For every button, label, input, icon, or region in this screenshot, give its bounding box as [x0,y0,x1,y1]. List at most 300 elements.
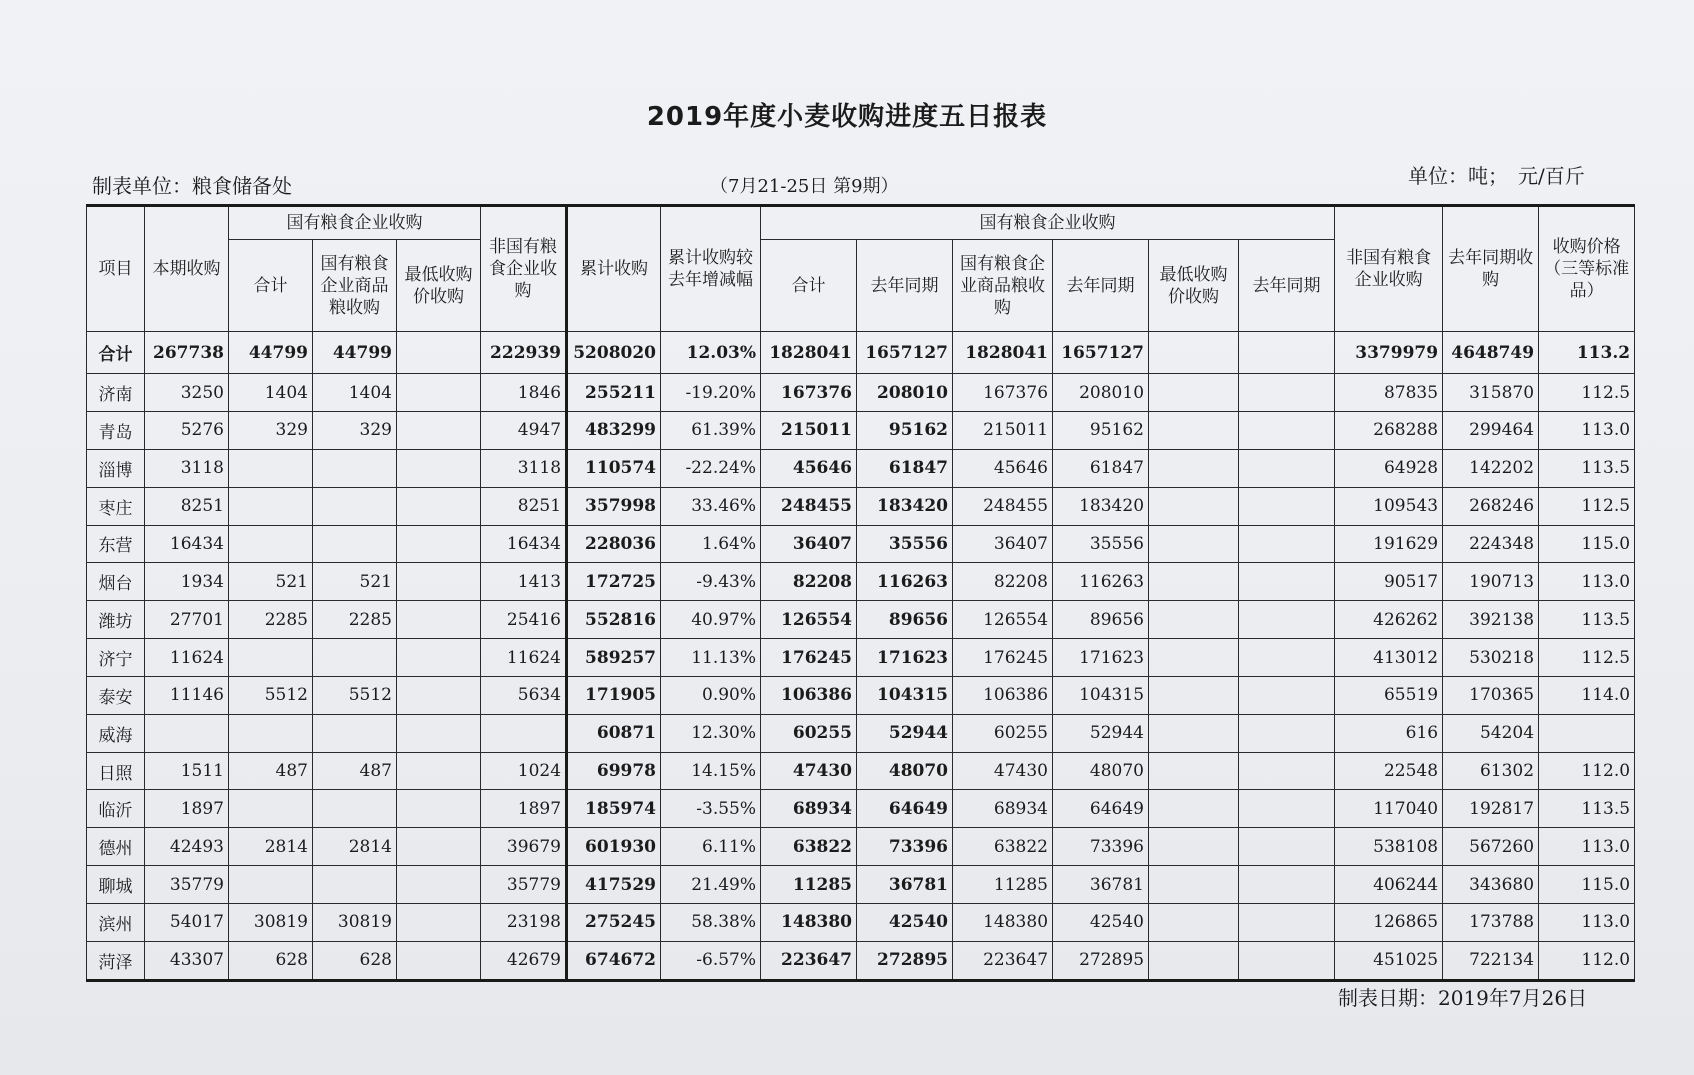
cell-soe-total [229,790,313,828]
cell-cumulative: 228036 [567,525,661,563]
cell-soe-commercial [313,525,397,563]
cell-soe-total: 521 [229,563,313,601]
cell-soe-commercial: 487 [313,752,397,790]
cell-cum-total: 148380 [761,903,857,941]
cell-cum-total: 63822 [761,828,857,866]
cell-cum-min-ly [1239,449,1335,487]
header-cum-min-price: 最低收购价收购 [1149,240,1239,332]
cell-current: 5276 [145,412,229,450]
cell-ly: 4648749 [1443,332,1539,374]
cell-price: 113.0 [1539,903,1635,941]
cell-non-soe: 4947 [481,412,567,450]
wheat-purchase-table [86,204,1635,982]
cell-cum-total-ly: 35556 [857,525,953,563]
cell-change: 12.30% [661,714,761,752]
cell-cum-min [1149,332,1239,374]
cell-soe-min [397,639,481,677]
cell-current: 27701 [145,601,229,639]
cell-cum-comm: 63822 [953,828,1053,866]
cell-cumulative: 5208020 [567,332,661,374]
cell-cumulative: 417529 [567,866,661,904]
cell-name: 青岛 [87,412,145,450]
cell-cum-min [1149,563,1239,601]
cell-cum-comm: 47430 [953,752,1053,790]
cell-cum-non-soe: 538108 [1335,828,1443,866]
cell-ly: 299464 [1443,412,1539,450]
cell-cum-non-soe: 268288 [1335,412,1443,450]
cell-ly: 392138 [1443,601,1539,639]
cell-cum-min-ly [1239,714,1335,752]
cell-soe-total: 5512 [229,676,313,714]
cell-change: 40.97% [661,601,761,639]
cell-soe-min [397,752,481,790]
cell-cum-total-ly: 73396 [857,828,953,866]
cell-price: 112.0 [1539,752,1635,790]
cell-ly: 567260 [1443,828,1539,866]
cell-current: 54017 [145,903,229,941]
cell-ly: 343680 [1443,866,1539,904]
cell-cum-total-ly: 95162 [857,412,953,450]
cell-soe-total [229,866,313,904]
header-ly-same-period: 去年同期收购 [1443,206,1539,332]
cell-cum-comm: 148380 [953,903,1053,941]
cell-change: -6.57% [661,941,761,980]
cell-cumulative: 674672 [567,941,661,980]
cell-price: 113.5 [1539,790,1635,828]
cell-cum-non-soe: 65519 [1335,676,1443,714]
cell-cum-comm-ly: 64649 [1053,790,1149,828]
cell-soe-total: 329 [229,412,313,450]
cell-cum-min [1149,601,1239,639]
table-row-total [87,332,1635,374]
cell-cum-comm-ly: 104315 [1053,676,1149,714]
cell-cumulative: 357998 [567,487,661,525]
cell-cum-comm: 60255 [953,714,1053,752]
cell-soe-min [397,714,481,752]
cell-soe-min [397,941,481,980]
cell-current [145,714,229,752]
header-non-soe: 非国有粮食企业收购 [481,206,567,332]
header-soe-total: 合计 [229,240,313,332]
cell-cum-total-ly: 183420 [857,487,953,525]
cell-soe-min [397,790,481,828]
cell-cum-total: 68934 [761,790,857,828]
cell-soe-min [397,828,481,866]
cell-soe-min [397,449,481,487]
cell-cum-total: 248455 [761,487,857,525]
cell-price: 112.5 [1539,374,1635,412]
cell-soe-commercial: 1404 [313,374,397,412]
cell-soe-commercial [313,487,397,525]
cell-cumulative: 483299 [567,412,661,450]
cell-ly: 192817 [1443,790,1539,828]
cell-change: 14.15% [661,752,761,790]
cell-soe-min [397,866,481,904]
cell-change: 12.03% [661,332,761,374]
cell-cum-min [1149,676,1239,714]
header-cum-min-price-ly: 去年同期 [1239,240,1335,332]
cell-ly: 722134 [1443,941,1539,980]
cell-cum-min-ly [1239,563,1335,601]
cell-cum-non-soe: 3379979 [1335,332,1443,374]
cell-non-soe: 5634 [481,676,567,714]
cell-non-soe: 42679 [481,941,567,980]
header-cum-change: 累计收购较去年增减幅 [661,206,761,332]
header-cum-soe-commercial: 国有粮食企业商品粮收购 [953,240,1053,332]
cell-non-soe [481,714,567,752]
cell-price: 113.5 [1539,449,1635,487]
cell-cum-comm-ly: 52944 [1053,714,1149,752]
cell-cum-non-soe: 426262 [1335,601,1443,639]
cell-cum-comm: 68934 [953,790,1053,828]
cell-change: 11.13% [661,639,761,677]
cell-cum-total: 47430 [761,752,857,790]
cell-cum-min [1149,412,1239,450]
cell-soe-min [397,903,481,941]
cell-soe-commercial [313,790,397,828]
cell-cum-total: 167376 [761,374,857,412]
cell-cum-total-ly: 89656 [857,601,953,639]
table-row [87,639,1635,677]
cell-price: 115.0 [1539,525,1635,563]
cell-cum-total: 223647 [761,941,857,980]
cell-soe-min [397,601,481,639]
cell-soe-commercial: 44799 [313,332,397,374]
cell-change: 0.90% [661,676,761,714]
cell-non-soe: 35779 [481,866,567,904]
cell-change: 21.49% [661,866,761,904]
header-current: 本期收购 [145,206,229,332]
cell-change: 1.64% [661,525,761,563]
cell-soe-commercial: 628 [313,941,397,980]
cell-non-soe: 11624 [481,639,567,677]
cell-non-soe: 222939 [481,332,567,374]
cell-soe-min [397,487,481,525]
cell-change: 33.46% [661,487,761,525]
cell-cum-total-ly: 64649 [857,790,953,828]
cell-change: -19.20% [661,374,761,412]
cell-current: 42493 [145,828,229,866]
cell-cum-comm: 1828041 [953,332,1053,374]
cell-cum-comm: 167376 [953,374,1053,412]
cell-soe-total: 1404 [229,374,313,412]
cell-cum-min-ly [1239,752,1335,790]
issuing-unit: 制表单位：粮食储备处 [92,174,292,198]
cell-cum-min [1149,714,1239,752]
cell-price: 112.0 [1539,941,1635,980]
table-row [87,412,1635,450]
table-row [87,449,1635,487]
cell-cum-comm-ly: 95162 [1053,412,1149,450]
cell-cum-comm: 215011 [953,412,1053,450]
cell-soe-total: 2814 [229,828,313,866]
cell-price: 113.0 [1539,412,1635,450]
cell-soe-total: 44799 [229,332,313,374]
cell-soe-commercial: 5512 [313,676,397,714]
cell-cum-min [1149,828,1239,866]
table-row [87,601,1635,639]
cell-cum-total: 106386 [761,676,857,714]
cell-name: 德州 [87,828,145,866]
cell-soe-commercial: 2285 [313,601,397,639]
cell-price: 114.0 [1539,676,1635,714]
cell-cum-non-soe: 64928 [1335,449,1443,487]
cell-cum-comm-ly: 272895 [1053,941,1149,980]
cell-soe-commercial: 521 [313,563,397,601]
header-cum-soe-total: 合计 [761,240,857,332]
cell-current: 8251 [145,487,229,525]
cell-ly: 190713 [1443,563,1539,601]
cell-cumulative: 171905 [567,676,661,714]
cell-cumulative: 172725 [567,563,661,601]
cell-cum-total: 126554 [761,601,857,639]
cell-cum-min-ly [1239,374,1335,412]
cell-cum-min-ly [1239,941,1335,980]
cell-soe-commercial: 2814 [313,828,397,866]
cell-cum-comm-ly: 171623 [1053,639,1149,677]
cell-cum-total-ly: 104315 [857,676,953,714]
table-row [87,941,1635,980]
cell-cum-total-ly: 171623 [857,639,953,677]
cell-cum-comm-ly: 208010 [1053,374,1149,412]
cell-cum-non-soe: 451025 [1335,941,1443,980]
cell-price: 113.5 [1539,601,1635,639]
cell-non-soe: 3118 [481,449,567,487]
table-row [87,714,1635,752]
cell-cum-total: 1828041 [761,332,857,374]
cell-ly: 224348 [1443,525,1539,563]
cell-ly: 530218 [1443,639,1539,677]
cell-soe-total: 2285 [229,601,313,639]
cell-non-soe: 1024 [481,752,567,790]
report-date: 制表日期：2019年7月26日 [1338,986,1588,1010]
cell-soe-min [397,676,481,714]
cell-soe-total [229,714,313,752]
cell-cum-total-ly: 116263 [857,563,953,601]
table-row [87,563,1635,601]
cell-cum-comm-ly: 89656 [1053,601,1149,639]
cell-cum-min-ly [1239,639,1335,677]
cell-change: 58.38% [661,903,761,941]
cell-ly: 173788 [1443,903,1539,941]
cell-cum-total-ly: 61847 [857,449,953,487]
header-soe-min-price: 最低收购价收购 [397,240,481,332]
cell-cum-comm: 36407 [953,525,1053,563]
table-row [87,790,1635,828]
cell-cum-non-soe: 413012 [1335,639,1443,677]
cell-name: 济南 [87,374,145,412]
header-cum-soe-group: 国有粮食企业收购 [761,206,1335,240]
cell-cum-comm-ly: 48070 [1053,752,1149,790]
cell-cum-min [1149,449,1239,487]
cell-ly: 170365 [1443,676,1539,714]
cell-current: 1934 [145,563,229,601]
cell-non-soe: 8251 [481,487,567,525]
cell-name: 威海 [87,714,145,752]
cell-name: 枣庄 [87,487,145,525]
cell-cum-total: 45646 [761,449,857,487]
cell-cum-non-soe: 126865 [1335,903,1443,941]
table-header [87,206,1635,332]
header-soe-group: 国有粮食企业收购 [229,206,481,240]
cell-price [1539,714,1635,752]
cell-cumulative: 69978 [567,752,661,790]
cell-cum-comm-ly: 35556 [1053,525,1149,563]
cell-current: 11146 [145,676,229,714]
cell-non-soe: 23198 [481,903,567,941]
cell-name: 滨州 [87,903,145,941]
cell-cum-comm-ly: 42540 [1053,903,1149,941]
cell-cum-non-soe: 109543 [1335,487,1443,525]
report-period: （7月21-25日 第9期） [710,176,899,197]
cell-current: 11624 [145,639,229,677]
cell-soe-total [229,487,313,525]
cell-name: 淄博 [87,449,145,487]
cell-soe-total: 487 [229,752,313,790]
cell-price: 113.0 [1539,828,1635,866]
cell-cumulative: 601930 [567,828,661,866]
cell-cum-non-soe: 117040 [1335,790,1443,828]
cell-cum-total: 11285 [761,866,857,904]
cell-soe-commercial [313,449,397,487]
cell-non-soe: 1846 [481,374,567,412]
cell-cum-comm: 248455 [953,487,1053,525]
cell-cum-min-ly [1239,332,1335,374]
cell-cumulative: 275245 [567,903,661,941]
cell-cum-comm-ly: 73396 [1053,828,1149,866]
cell-cum-min [1149,941,1239,980]
cell-cum-non-soe: 90517 [1335,563,1443,601]
cell-name: 泰安 [87,676,145,714]
measure-unit: 单位：吨； 元/百斤 [1408,164,1585,188]
cell-soe-min [397,374,481,412]
cell-non-soe: 1413 [481,563,567,601]
cell-soe-commercial: 329 [313,412,397,450]
header-price: 收购价格（三等标准品） [1539,206,1635,332]
cell-name: 临沂 [87,790,145,828]
cell-soe-total [229,639,313,677]
cell-name: 潍坊 [87,601,145,639]
cell-change: 6.11% [661,828,761,866]
table-row [87,525,1635,563]
cell-cum-min-ly [1239,487,1335,525]
cell-current: 1511 [145,752,229,790]
cell-cum-min-ly [1239,601,1335,639]
cell-change: -22.24% [661,449,761,487]
cell-cum-comm: 106386 [953,676,1053,714]
cell-price: 115.0 [1539,866,1635,904]
cell-cum-total: 82208 [761,563,857,601]
cell-current: 43307 [145,941,229,980]
cell-non-soe: 16434 [481,525,567,563]
table-row [87,676,1635,714]
cell-cum-min-ly [1239,790,1335,828]
cell-cumulative: 255211 [567,374,661,412]
cell-cum-comm: 126554 [953,601,1053,639]
header-cum-soe-total-ly: 去年同期 [857,240,953,332]
cell-current: 35779 [145,866,229,904]
cell-soe-min [397,412,481,450]
cell-cum-comm-ly: 116263 [1053,563,1149,601]
header-cum-soe-commercial-ly: 去年同期 [1053,240,1149,332]
cell-cumulative: 552816 [567,601,661,639]
cell-cum-non-soe: 191629 [1335,525,1443,563]
cell-cum-min-ly [1239,828,1335,866]
cell-cum-min-ly [1239,903,1335,941]
cell-soe-min [397,332,481,374]
cell-cum-min [1149,866,1239,904]
cell-cum-comm-ly: 1657127 [1053,332,1149,374]
cell-name: 东营 [87,525,145,563]
cell-cum-comm: 45646 [953,449,1053,487]
cell-cum-min [1149,487,1239,525]
header-soe-commercial: 国有粮食企业商品粮收购 [313,240,397,332]
cell-cum-total-ly: 1657127 [857,332,953,374]
cell-cum-total: 36407 [761,525,857,563]
cell-current: 16434 [145,525,229,563]
cell-cum-total-ly: 48070 [857,752,953,790]
table-row [87,487,1635,525]
report-title: 2019年度小麦收购进度五日报表 [646,102,1048,132]
cell-cum-comm: 223647 [953,941,1053,980]
cell-cum-min [1149,790,1239,828]
cell-name: 聊城 [87,866,145,904]
cell-cum-comm-ly: 36781 [1053,866,1149,904]
cell-cum-min [1149,639,1239,677]
cell-soe-min [397,525,481,563]
cell-cum-non-soe: 406244 [1335,866,1443,904]
cell-cum-non-soe: 22548 [1335,752,1443,790]
cell-change: 61.39% [661,412,761,450]
cell-cum-total: 215011 [761,412,857,450]
header-cumulative: 累计收购 [567,206,661,332]
cell-non-soe: 1897 [481,790,567,828]
cell-cum-total: 60255 [761,714,857,752]
header-cum-non-soe: 非国有粮食企业收购 [1335,206,1443,332]
cell-ly: 315870 [1443,374,1539,412]
cell-current: 267738 [145,332,229,374]
cell-current: 1897 [145,790,229,828]
cell-ly: 54204 [1443,714,1539,752]
cell-cum-min [1149,525,1239,563]
cell-name: 合计 [87,332,145,374]
cell-name: 菏泽 [87,941,145,980]
cell-current: 3250 [145,374,229,412]
cell-cum-non-soe: 87835 [1335,374,1443,412]
cell-cumulative: 60871 [567,714,661,752]
cell-cum-total-ly: 272895 [857,941,953,980]
cell-cum-min [1149,752,1239,790]
cell-soe-total [229,449,313,487]
cell-change: -9.43% [661,563,761,601]
cell-soe-total: 628 [229,941,313,980]
cell-price: 112.5 [1539,487,1635,525]
cell-cum-total: 176245 [761,639,857,677]
header-item: 项目 [87,206,145,332]
cell-cum-comm: 11285 [953,866,1053,904]
cell-cumulative: 589257 [567,639,661,677]
cell-soe-total: 30819 [229,903,313,941]
cell-cum-min-ly [1239,676,1335,714]
table-row [87,828,1635,866]
cell-cumulative: 185974 [567,790,661,828]
cell-name: 济宁 [87,639,145,677]
cell-ly: 61302 [1443,752,1539,790]
cell-cum-comm-ly: 183420 [1053,487,1149,525]
table-row [87,866,1635,904]
cell-current: 3118 [145,449,229,487]
cell-soe-commercial [313,714,397,752]
